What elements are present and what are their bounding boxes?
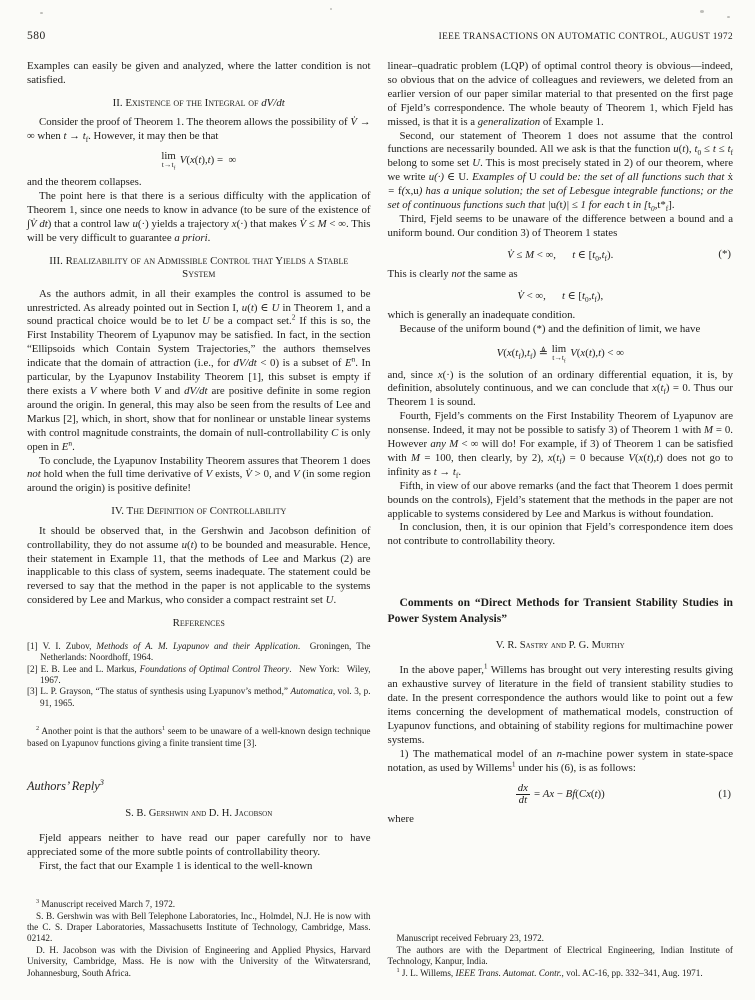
paragraph: To conclude, the Lyapunov Instability Theorem assures that Theorem 1 does not hold when the full time derivative of V exists, V̇ > 0, and V (in some region around the origin) is positive definite! — [27, 454, 371, 495]
article-title: Comments on “Direct Methods for Transient Stability Studies in Power System Analysis” — [387, 596, 733, 625]
fraction — [516, 783, 530, 806]
scan-speck — [727, 16, 730, 18]
paragraph: which is generally an inadequate condition. — [387, 308, 576, 321]
right-column — [388, 60, 734, 985]
footnote: Manuscript received February 23, 1972. — [396, 933, 544, 944]
lim-subscript: $t\to t_f$ — [161, 160, 176, 172]
reference-item: [1] V. I. Zubov, Methods of A. M. Lyapunov and their Application. Groningen, The Netherlands: Noordhoff, 1964. — [27, 640, 371, 663]
running-header — [27, 30, 733, 42]
paragraph: where — [387, 812, 414, 825]
author-byline: S. B. Gershwin and D. H. Jacobson — [125, 807, 273, 819]
page-number: 580 — [27, 30, 46, 42]
footnote: $^1$ J. L. Willems, IEEE Trans. Automat. Contr., vol. AC-16, pp. 332–341, Aug. 1971. — [396, 966, 703, 978]
equation-tag: (1) — [718, 788, 731, 801]
footnote-block — [27, 899, 371, 985]
footnote: $^3$ Manuscript received March 7, 1972. — [36, 898, 176, 910]
equation-star — [388, 248, 734, 261]
paragraph: and, since x(·) is the solution of an ordinary differential equation, it is, by definition, absolutely continuous, and we can conclude that $x(t_f) = 0$. Thus our Theorem 1 is sound. — [387, 368, 733, 409]
paragraph: linear–quadratic problem (LQP) of optimal control theory is obvious—indeed, so obvious that on the advice of colleagues and reviewers, we deleted from an earlier version of our paper similar material to that presented on the first page of Fjeld’s correspondence. The whole beauty of Theorem 1, which Fjeld has missed, is that it is a generalization of Example 1. — [387, 60, 733, 128]
section-heading-ii: II. Existence of the Integral of dV/dt — [112, 96, 285, 109]
paragraph: Fjeld appears neither to have read our paper carefully nor to have appreciated some of the more subtle points of controllability theory. — [27, 831, 371, 858]
paragraph: Third, Fjeld seems to be unaware of the difference between a bound and a uniform bound. Our condition 3) of Theorem 1 states — [387, 212, 733, 239]
paragraph: Fourth, Fjeld’s comments on the First Instability Theorem of Lyapunov are nonsense. Indeed, it may not be possible to satisfy 3) of Theorem 1 with M = 0. However any M < ∞ will do! For example, if 3) of Theorem 1 can be satisfied with M = 100, then clearly, by 2), $x(t_f) = 0$ because V(x(t),t) does not go to infinity as $t \to t_f$. — [387, 410, 733, 480]
footnote: $^2$ Another point is that the authors$^1$ seem to be unaware of a well-known design technique based on Lyapunov functions giving a finite transient time [3]. — [27, 725, 371, 748]
equation-unbounded — [388, 289, 734, 302]
authors-reply-heading: Authors’ Reply$^3$ — [27, 777, 104, 793]
reference-item: [2] E. B. Lee and L. Markus, Foundations of Optimal Control Theory. New York: Wiley, 1967. — [27, 663, 371, 685]
paragraph: First, the fact that our Example 1 is identical to the well-known — [39, 859, 313, 872]
paragraph: Fifth, in view of our above remarks (and the fact that Theorem 1 does permit bounds on the controls), Fjeld’s statement that the methods in the paper are not applicable to systems considered by Lee and Markus is without foundation. — [387, 479, 733, 520]
paragraph: Second, our statement of Theorem 1 does not assume that the control functions are necessarily bounded. All we ask is that the function u(t), $t_0 \le t \le t_f$ belong to some set U. This is most precisely stated in 2) of our theorem, where we write u(·) ∈ U. Examples of U could be: the set of all functions such that ẋ = f(x,u) has a unique solution; the set of Lebesgue integrable functions; or the set of continuous functions such that |u(t)| ≤ 1 for each t in $[t_0,t*_f]$. — [387, 129, 734, 214]
equation-limit-display — [27, 150, 371, 172]
paragraph: 1) The mathematical model of an n-machine power system in state-space notation, as used by Willems$^1$ under his (6), is as follows: — [387, 747, 733, 774]
fraction-denominator: dt — [518, 793, 528, 806]
footnote: The authors are with the Department of Electrical Engineering, Indian Institute of Technology, Kanpur, India. — [387, 944, 733, 967]
equation-tag: (*) — [718, 248, 731, 261]
scan-speck — [330, 8, 332, 10]
equation-1 — [388, 783, 734, 806]
paragraph: In the above paper,$^1$ Willems has brought out very interesting results giving an exhaustive survey of literature in the field of transient stability studies to date. In the present correspondence the authors would like to point out a few items concerning the development of mathematical models, construction of Lyapunov functions, and obtaining of stability regions for multimachine power systems. — [387, 661, 733, 746]
lim-symbol: lim — [161, 150, 176, 163]
equation-body: V̇ ≤ M < ∞, t ∈ $[t_0,t_f)$. — [507, 248, 614, 263]
section-heading-iv: IV. The Definition of Controllability — [111, 505, 287, 518]
equation-body: V(x(t),t) = ∞ — [179, 154, 237, 167]
footnote-block — [388, 933, 734, 985]
footnote: S. B. Gershwin was with Bell Telephone Laboratories, Inc., Holmdel, N.J. He is now with the C. S. Draper Laboratories, Massachusetts Institute of Technology, Cambridge, Mass. 02142. — [27, 910, 371, 944]
footnote: D. H. Jacobson was with the Division of Engineering and Applied Physics, Harvard University, Cambridge, Mass. He is now with the University of the Witwatersrand, Johannesburg, South Africa. — [27, 944, 371, 978]
reference-item: [3] L. P. Grayson, “The status of synthesis using Lyapunov’s method,” Automatica, vol. 3, p. 91, 1965. — [27, 686, 371, 708]
paragraph: Examples can easily be given and analyzed, where the latter condition is not satisfied. — [27, 60, 371, 86]
fraction-numerator: dx — [517, 781, 528, 794]
paragraph: As the authors admit, in all their examples the control is assumed to be unrestricted. As already pointed out in Section I, u(t) ∈ U in Theorem 1, and a sound practical choice would be to let U be a compact set.$^2$ If this is so, the First Instability Theorem of Lyapunov may be satisfied. In fact, in the section “Ellipsoids which Contain System Trajectories,” the authors themselves indicate that the domain of attraction (i.e., for dV/dt < 0) is a subset of $E^n$. In particular, by the Lyapunov Instability Theorem [1], this subset is empty if there exists a V where both V and dV/dt are positive definite in some region around the origin. In general, this may also be seen from the results of Lee and Markus [2], which, in short, show that for nonlinear or unstable linear systems with control magnitude constraints, the domain of null-controllability C is only open in $E^n$. — [27, 287, 371, 453]
lim-symbol: lim — [551, 342, 567, 355]
journal-title: IEEE TRANSACTIONS ON AUTOMATIC CONTROL, AUGUST 1972 — [438, 32, 733, 42]
scan-speck — [700, 10, 704, 13]
paragraph: It should be observed that, in the Gershwin and Jacobson definition of controllability, they do not assume u(t) to be bounded and measurable. Hence, their statement in Example 11, that the methods of Lee and Markus (2) are inapplicable to this class of system, seems inadequate. The statement could be reversed to say that the method in the paper is not applicable to the systems considered by Lee and Markus, who consider a compact restraint set U. — [27, 524, 371, 607]
limit-operator — [161, 150, 176, 172]
paragraph: Consider the proof of Theorem 1. The theorem allows the possibility of V̇ → ∞ when $t \to t_f$. However, it may then be that — [27, 116, 371, 145]
equation-pre: $V(x(t_f),t_f)$ ≜ — [496, 347, 548, 362]
second-article — [388, 595, 734, 826]
equation-body: V̇ < ∞, t ∈ $[t_0,t_f)$, — [517, 289, 604, 304]
scan-speck — [40, 12, 43, 14]
references-heading: References — [172, 617, 225, 630]
equation-limit-definition — [388, 342, 734, 365]
paragraph: Because of the uniform bound (*) and the definition of limit, we have — [399, 322, 701, 335]
limit-operator — [551, 342, 567, 365]
equation-post: V(x(t),t) < ∞ — [570, 346, 624, 359]
paragraph: This is clearly not the same as — [387, 267, 518, 280]
paragraph: The point here is that there is a serious difficulty with the application of Theorem 1, since one needs to know in advance (to be sure of the existence of ∫V̇ dt) that a control law u(·) yields a trajectory x(·) that makes V̇ ≤ M < ∞. This will be very difficult to guarantee a priori. — [27, 190, 371, 244]
lim-subscript: $t\to t_f$ — [552, 352, 566, 365]
paragraph: In conclusion, then, it is our opinion that Fjeld’s correspondence item does not contribute to controllability theory. — [387, 521, 733, 548]
left-column — [27, 60, 371, 985]
paragraph: and the theorem collapses. — [27, 176, 142, 189]
equation-body: = Ax − Bf(Cx(t)) — [533, 788, 605, 801]
reference-list — [27, 641, 371, 709]
section-heading-iii: III. Realizability of an Admissible Control that Yields a Stable System — [49, 254, 349, 281]
two-column-body — [27, 60, 733, 985]
author-byline: V. R. Sastry and P. G. Murthy — [495, 640, 625, 652]
